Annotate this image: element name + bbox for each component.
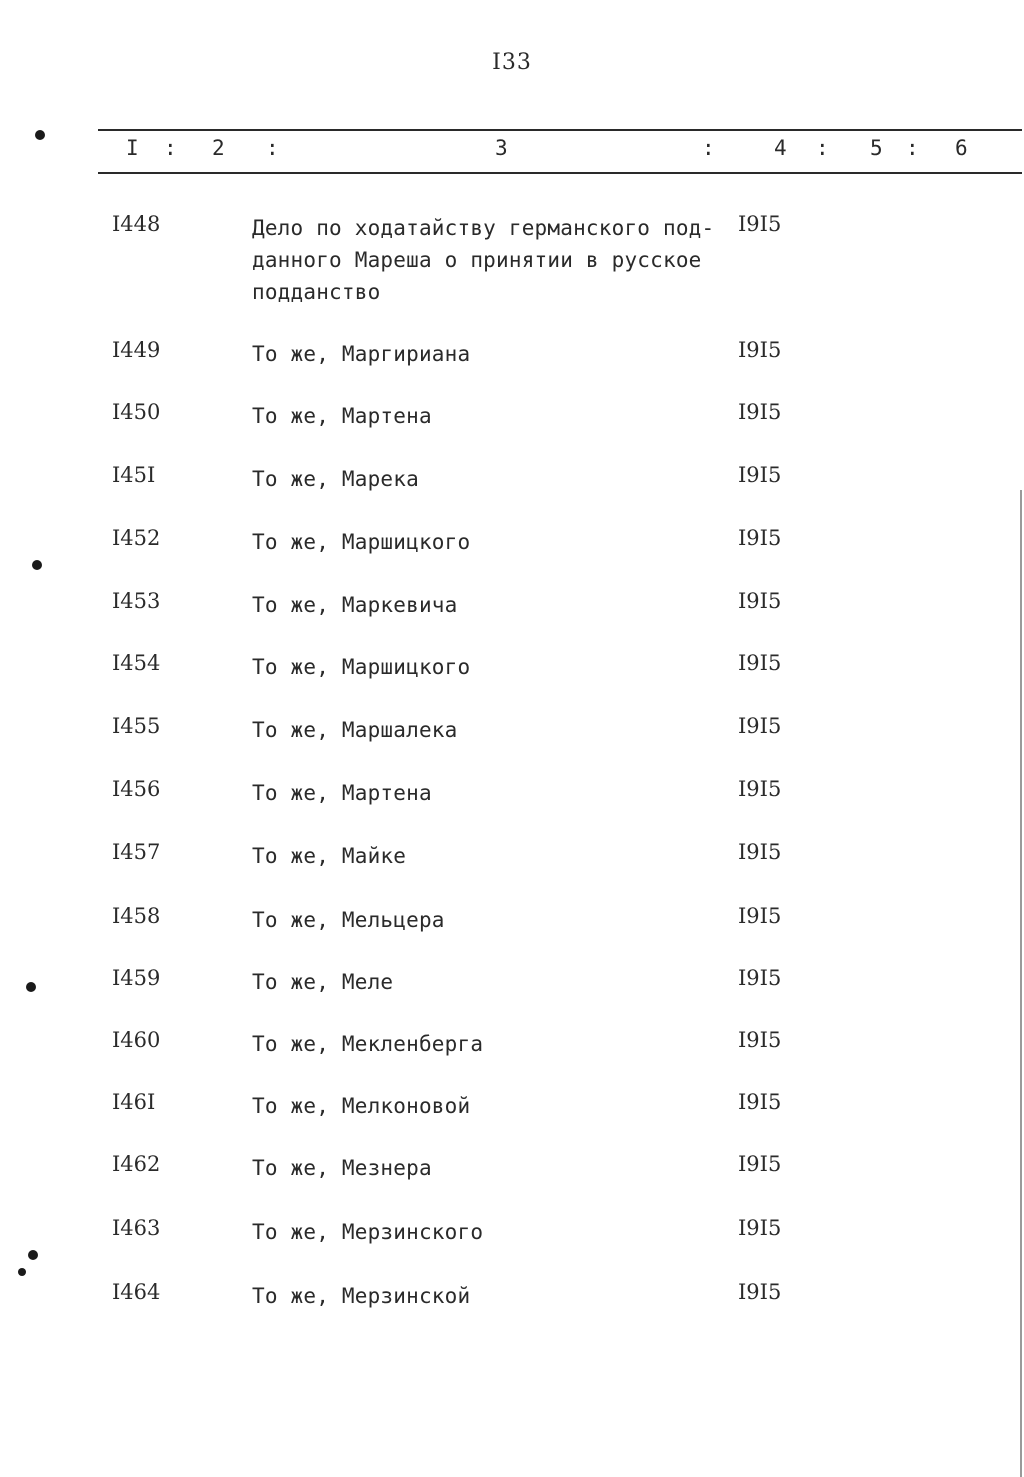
item-description: Дело по ходатайству германского под-данного Мареша о принятии в русское подданство [252, 216, 715, 304]
punch-hole-mark [35, 130, 45, 140]
item-year: I9I5 [738, 714, 782, 738]
header-col-2: 2 [212, 136, 225, 160]
item-year: I9I5 [738, 338, 782, 362]
header-col-6: 6 [955, 136, 968, 160]
scan-edge [1020, 490, 1022, 1477]
item-number: I46I [112, 1090, 156, 1114]
item-year: I9I5 [738, 1152, 782, 1176]
item-year: I9I5 [738, 1216, 782, 1240]
item-description: То же, Маршицкого [252, 655, 471, 679]
item-year: I9I5 [738, 966, 782, 990]
punch-hole-mark [28, 1250, 38, 1260]
item-year: I9I5 [738, 840, 782, 864]
header-separator: : [906, 136, 919, 160]
punch-hole-mark [18, 1268, 26, 1276]
item-description: То же, Мезнера [252, 1156, 432, 1180]
item-number: I458 [112, 904, 161, 928]
item-number: I463 [112, 1216, 161, 1240]
item-number: I456 [112, 777, 161, 801]
header-col-3: 3 [495, 136, 508, 160]
item-description: То же, Мерзинской [252, 1284, 471, 1308]
item-number: I450 [112, 400, 161, 424]
header-col-5: 5 [870, 136, 883, 160]
punch-hole-mark [26, 982, 36, 992]
item-number: I462 [112, 1152, 161, 1176]
item-number: I453 [112, 589, 161, 613]
item-year: I9I5 [738, 1028, 782, 1052]
item-description: То же, Майке [252, 844, 407, 868]
item-number: I460 [112, 1028, 161, 1052]
item-year: I9I5 [738, 400, 782, 424]
header-separator: : [164, 136, 177, 160]
item-description: То же, Маршицкого [252, 530, 471, 554]
item-number: I449 [112, 338, 161, 362]
header-separator: : [816, 136, 829, 160]
item-number: I45I [112, 463, 156, 487]
item-year: I9I5 [738, 212, 782, 236]
item-description: То же, Меле [252, 970, 394, 994]
item-number: I459 [112, 966, 161, 990]
item-year: I9I5 [738, 526, 782, 550]
item-description: То же, Мартена [252, 404, 432, 428]
item-number: I464 [112, 1280, 161, 1304]
item-number: I448 [112, 212, 161, 236]
item-year: I9I5 [738, 777, 782, 801]
table-header-bottom-rule [98, 172, 1022, 174]
item-description: То же, Мелконовой [252, 1094, 471, 1118]
item-description: То же, Маркевича [252, 593, 458, 617]
item-description: То же, Маршалека [252, 718, 458, 742]
item-number: I454 [112, 651, 161, 675]
item-year: I9I5 [738, 904, 782, 928]
punch-hole-mark [32, 560, 42, 570]
header-separator: : [266, 136, 279, 160]
item-description: То же, Мерзинского [252, 1220, 484, 1244]
item-description: То же, Мекленберга [252, 1032, 484, 1056]
header-col-1: I [126, 136, 139, 160]
item-year: I9I5 [738, 463, 782, 487]
page-number: I33 [492, 50, 532, 75]
item-description: То же, Марека [252, 467, 419, 491]
table-header-top-rule [98, 129, 1022, 131]
item-number: I452 [112, 526, 161, 550]
item-year: I9I5 [738, 1090, 782, 1114]
item-description: То же, Мельцера [252, 908, 445, 932]
item-year: I9I5 [738, 589, 782, 613]
item-year: I9I5 [738, 651, 782, 675]
header-separator: : [702, 136, 715, 160]
item-description: То же, Мартена [252, 781, 432, 805]
item-number: I455 [112, 714, 161, 738]
header-col-4: 4 [774, 136, 787, 160]
item-number: I457 [112, 840, 161, 864]
item-description: То же, Маргириана [252, 342, 471, 366]
item-year: I9I5 [738, 1280, 782, 1304]
table-header [0, 136, 1024, 166]
